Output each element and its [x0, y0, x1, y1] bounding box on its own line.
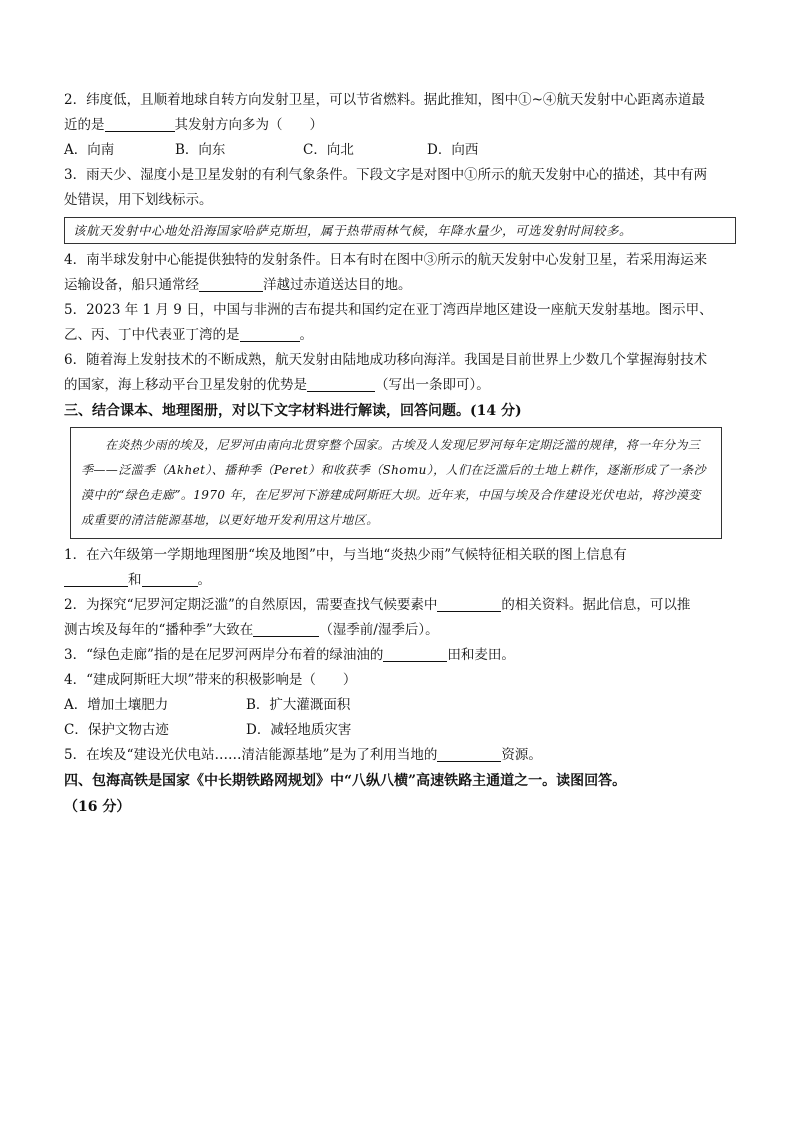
s3-q2-line1	[64, 593, 736, 618]
q5-text-line2	[64, 323, 736, 348]
s3-q5-suffix: 资源。	[501, 747, 542, 763]
q3-text-line2: 处错误，用下划线标示。	[64, 192, 213, 208]
s3-q4: 4．“建成阿斯旺大坝”带来的积极影响是（ ）	[64, 672, 357, 688]
q2-options	[64, 138, 736, 163]
option-a[interactable]: A．向南	[64, 142, 115, 158]
s3-q1-and: 和	[128, 572, 142, 588]
answer-blank[interactable]	[199, 276, 263, 292]
q6-text-line2	[64, 373, 736, 398]
s3-q4-options-row1	[64, 693, 736, 718]
s3-q2-line2-prefix: 测古埃及每年的“播种季”大致在	[64, 622, 254, 638]
s3-q3	[64, 643, 736, 668]
s3-q1-line2	[64, 568, 736, 593]
section4-heading: 四、包海高铁是国家《中长期铁路网规划》中“八纵八横”高速铁路主通道之一。读图回答。	[64, 773, 627, 789]
answer-blank[interactable]	[105, 116, 175, 132]
answer-blank[interactable]	[437, 596, 501, 612]
q3-text-line1: 3．雨天少、湿度小是卫星发射的有利气象条件。下段文字是对图中①所示的航天发射中心的描述，其中有两	[64, 167, 708, 183]
q6-text-line1: 6．随着海上发射技术的不断成熟，航天发射由陆地成功移向海洋。我国是目前世界上少数几个掌握海射技术	[64, 352, 708, 368]
q5-prefix: 乙、丙、丁中代表亚丁湾的是	[64, 327, 240, 343]
s3-q3-prefix: 3．“绿色走廊”指的是在尼罗河两岸分布着的绿油油的	[64, 647, 384, 663]
option-c[interactable]: C．保护文物古迹	[64, 722, 169, 738]
answer-blank[interactable]	[142, 571, 198, 587]
q2-text-line1: 2．纬度低，且顺着地球自转方向发射卫星，可以节省燃料。据此推知，图中①~④航天发射中心距离赤道最	[64, 92, 705, 108]
s3-q1-line1: 1．在六年级第一学期地理图册“埃及地图”中，与当地“炎热少雨”气候特征相关联的图上信息有	[64, 547, 627, 563]
s3-q2-line2-suffix: （湿季前/湿季后）。	[319, 622, 439, 638]
q4-text-line1: 4．南半球发射中心能提供独特的发射条件。日本有时在图中③所示的航天发射中心发射卫星，若采用海运来	[64, 252, 708, 268]
q4-prefix: 运输设备，船只通常经	[64, 277, 199, 293]
q6-suffix: （写出一条即可）。	[375, 377, 490, 393]
exam-page	[64, 88, 736, 820]
option-b[interactable]: B．扩大灌溉面积	[246, 697, 351, 713]
q5-text-line1: 5．2023 年 1 月 9 日，中国与非洲的吉布提共和国约定在亚丁湾西岸地区建设一座航天发射基地。图示甲、	[64, 302, 713, 318]
section4-heading-score: （16 分）	[64, 799, 131, 815]
material-text: 在炎热少雨的埃及，尼罗河由南向北贯穿整个国家。古埃及人发现尼罗河每年定期泛滥的规律，将一年分为三季——泛滥季（Akhet）、播种季（Peret）和收获季（Shomu），人们在泛滥后的土地上耕作，逐渐形成了一条沙漠中的“绿色走廊”。1970 年，在尼罗河下游建成阿斯旺大坝。近年来，中国与埃及合作建设光伏电站，将沙漠变成重要的清洁能源基地，以更好地开发利用这片地区。	[81, 438, 706, 527]
section3-heading: 三、结合课本、地理图册，对以下文字材料进行解读，回答问题。(14 分)	[64, 403, 522, 419]
answer-blank[interactable]	[253, 621, 319, 637]
option-d[interactable]: D．向西	[427, 142, 479, 158]
s3-q5	[64, 743, 736, 768]
option-c[interactable]: C．向北	[303, 142, 354, 158]
answer-blank[interactable]	[64, 571, 128, 587]
q2-suffix: 其发射方向多为（ ）	[174, 117, 323, 133]
q5-suffix: 。	[299, 327, 313, 343]
s3-q5-prefix: 5．在埃及“建设光伏电站……清洁能源基地”是为了利用当地的	[64, 747, 438, 763]
option-b[interactable]: B．向东	[175, 142, 226, 158]
q6-prefix: 的国家，海上移动平台卫星发射的优势是	[64, 377, 307, 393]
option-a[interactable]: A．增加土壤肥力	[64, 697, 169, 713]
s3-q1-end: 。	[197, 572, 211, 588]
answer-blank[interactable]	[437, 746, 501, 762]
s3-q2-suffix: 的相关资料。据此信息，可以推	[501, 597, 691, 613]
q2-text-line2	[64, 113, 736, 138]
q4-text-line2	[64, 273, 736, 298]
q2-prefix: 近的是	[64, 117, 105, 133]
answer-blank[interactable]	[307, 376, 375, 392]
section3-material-box	[70, 427, 722, 539]
s3-q2-line2	[64, 618, 736, 643]
answer-blank[interactable]	[240, 326, 300, 342]
answer-blank[interactable]	[383, 646, 447, 662]
s3-q2-prefix: 2．为探究“尼罗河定期泛滥”的自然原因，需要查找气候要素中	[64, 597, 438, 613]
q3-description-box: 该航天发射中心地处沿海国家哈萨克斯坦，属于热带雨林气候，年降水量少，可选发射时间较多。	[64, 217, 736, 244]
q4-suffix: 洋越过赤道送达目的地。	[263, 277, 412, 293]
s3-q3-suffix: 田和麦田。	[447, 647, 515, 663]
option-d[interactable]: D．减轻地质灾害	[246, 722, 352, 738]
s3-q4-options-row2	[64, 718, 736, 743]
